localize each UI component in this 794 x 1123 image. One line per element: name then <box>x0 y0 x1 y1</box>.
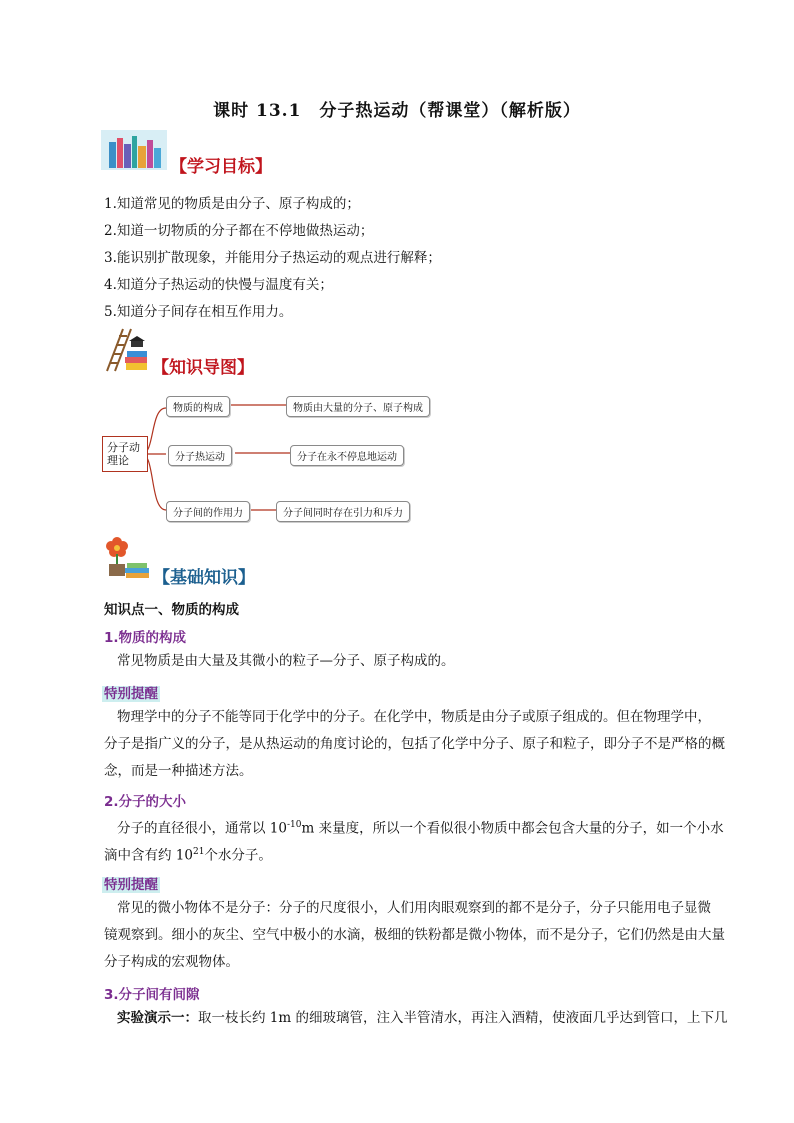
text-span: m 来量度，所以一个看似很小物质中都会包含大量的分子，如一个小水 <box>301 820 724 837</box>
subheading: 2.分子的大小 <box>104 794 187 810</box>
paragraph-line: 念，而是一种描述方法。 <box>104 763 253 779</box>
mind-map-root: 分子动理论 <box>102 436 148 472</box>
paragraph-line: 分子是指广义的分子，是从热运动的角度讨论的，包括了化学中分子、原子和粒子，即分子不是严格的概 <box>104 736 725 752</box>
subheading: 1.物质的构成 <box>104 630 187 646</box>
page-title: 课时 13.1 分子热运动（帮课堂）（解析版） <box>213 101 581 121</box>
exponent: 21 <box>192 847 205 857</box>
tip-label-wrapper <box>102 873 160 893</box>
books-icon <box>101 130 167 170</box>
objective-item: 4.知道分子热运动的快慢与温度有关； <box>104 277 333 293</box>
paragraph-line: 分子构成的宏观物体。 <box>104 954 239 970</box>
paragraph-line: 常见的微小物体不是分子：分子的尺度很小，人们用肉眼观察到的都不是分子，分子只能用电子显微 <box>117 900 711 916</box>
paragraph-line: 物理学中的分子不能等同于化学中的分子。在化学中，物质是由分子或原子组成的。但在物理学中， <box>117 709 711 725</box>
mind-map-detail: 物质由大量的分子、原子构成 <box>286 396 430 417</box>
subheading: 3.分子间有间隙 <box>104 987 200 1003</box>
knowledge-point-title: 知识点一、物质的构成 <box>104 602 239 618</box>
section-mindmap: 【知识导图】 <box>152 358 254 378</box>
objective-item: 3.能识别扩散现象，并能用分子热运动的观点进行解释； <box>104 250 441 266</box>
mind-map-branch: 物质的构成 <box>166 396 230 417</box>
paragraph-line <box>117 812 724 842</box>
objective-item: 1.知道常见的物质是由分子、原子构成的； <box>104 196 360 212</box>
text-span: 取一枝长约 1m 的细玻璃管，注入半管清水，再注入酒精，使液面几乎达到管口，上下几 <box>198 1010 728 1026</box>
ladder-books-icon <box>101 327 149 373</box>
mind-map-branch: 分子热运动 <box>168 445 232 466</box>
tip-label: 特别提醒 <box>104 686 158 702</box>
tip-label: 特别提醒 <box>104 877 158 893</box>
text-span: 滴中含有约 10 <box>104 847 193 864</box>
text-span: 个水分子。 <box>204 847 272 864</box>
section-objectives: 【学习目标】 <box>170 157 272 177</box>
flower-books-icon <box>101 532 151 580</box>
objective-item: 2.知道一切物质的分子都在不停地做热运动； <box>104 223 374 239</box>
tip-label-wrapper <box>102 682 160 702</box>
exponent: -10 <box>286 820 302 830</box>
mind-map-branch: 分子间的作用力 <box>166 501 250 522</box>
mind-map <box>100 390 423 520</box>
paragraph-line <box>117 1005 727 1031</box>
mind-map-detail: 分子在永不停息地运动 <box>290 445 404 466</box>
text-span: 分子的直径很小，通常以 10 <box>117 820 287 837</box>
paragraph-line <box>104 839 272 869</box>
section-basics: 【基础知识】 <box>153 568 255 588</box>
paragraph-line: 镜观察到。细小的灰尘、空气中极小的水滴，极细的铁粉都是微小物体，而不是分子，它们仍然是由大量 <box>104 927 725 943</box>
mind-map-detail: 分子间同时存在引力和斥力 <box>276 501 410 522</box>
objective-item: 5.知道分子间存在相互作用力。 <box>104 304 293 320</box>
paragraph: 常见物质是由大量及其微小的粒子—分子、原子构成的。 <box>117 653 455 669</box>
demo-label: 实验演示一： <box>117 1010 198 1026</box>
